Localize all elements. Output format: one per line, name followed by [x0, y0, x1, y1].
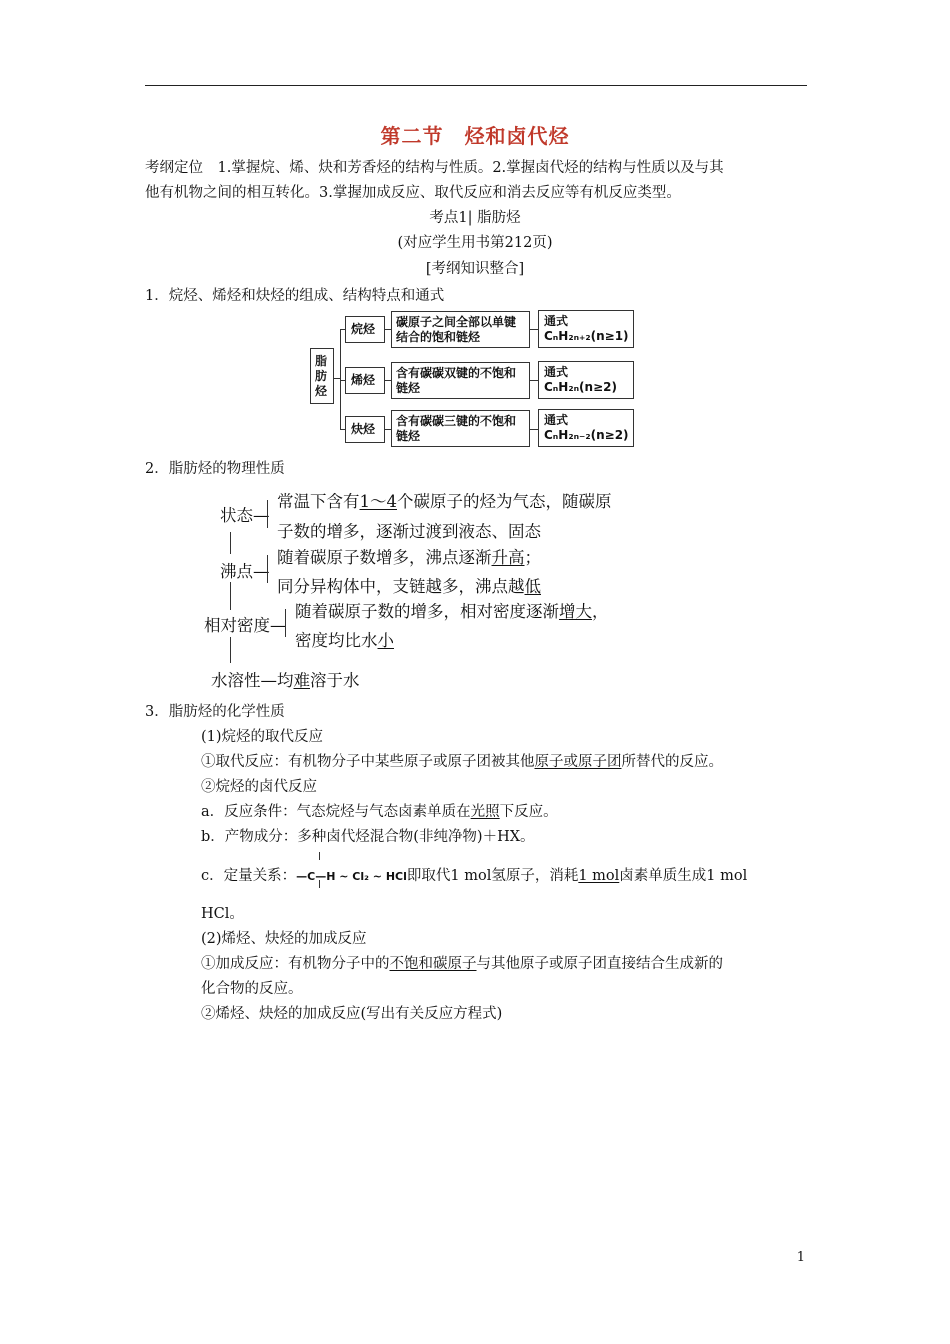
connector-root [334, 378, 340, 379]
bond-line-top [319, 852, 320, 860]
quantitative-relation: c．定量关系：—C—H ~ Cl₂ ~ HCl即取代1 mol氢原子，消耗1 mol卤素单质生成1 mol [201, 868, 748, 884]
bp-bracket [267, 555, 268, 583]
substitution-definition: ①取代反应：有机物分子中某些原子或原子团被其他原子或原子团所替代的反应。 [201, 754, 723, 770]
page-title: 第二节 烃和卤代烃 [380, 124, 570, 148]
addition-definition-line-2: 化合物的反应。 [201, 981, 303, 997]
row2-name: 烯烃 [351, 373, 376, 387]
bp-line-1: 随着碳原子数增多，沸点逐渐升高； [277, 548, 541, 567]
row1-desc-line2: 结合的饱和链烃 [396, 330, 481, 344]
row3-formula-box [538, 409, 634, 447]
section1-heading: 1．烷烃、烯烃和炔烃的组成、结构特点和通式 [145, 288, 445, 304]
row3-name: 炔烃 [351, 422, 376, 436]
quantitative-relation-cont: HCl。 [201, 906, 244, 922]
topic-heading: 考点1| 脂肪烃 [429, 210, 521, 226]
state-bracket [267, 500, 268, 528]
page-number: 1 [796, 1250, 805, 1265]
state-line-2: 子数的增多，逐渐过渡到液态、固态 [277, 522, 541, 541]
section2-heading: 2．脂肪烃的物理性质 [145, 461, 285, 477]
root-label: 脂肪烃 [315, 354, 328, 398]
tree-connector-1 [230, 532, 231, 554]
row2-link-b [530, 380, 538, 381]
row1-name: 烷烃 [351, 322, 376, 336]
row3-link-b [530, 429, 538, 430]
bond-line-bottom [319, 880, 320, 888]
row3-desc-line2: 链烃 [396, 429, 421, 443]
row1-formula-label: 通式 [544, 314, 569, 328]
top-rule [145, 85, 807, 86]
tree-connector-2 [230, 582, 231, 610]
sub2-heading: (2)烯烃、炔烃的加成反应 [201, 931, 367, 947]
density-bracket [285, 609, 286, 637]
product-composition: b．产物成分：多种卤代烃混合物(非纯净物)＋HX。 [201, 829, 535, 845]
row3-desc-box [391, 410, 530, 447]
solubility-line: 水溶性—均难溶于水 [211, 671, 360, 690]
quantitative-formula: —C—H ~ Cl₂ ~ HCl [296, 870, 407, 883]
section-tag: [考纲知识整合] [425, 261, 525, 277]
syllabus-line-1: 考纲定位 1.掌握烷、烯、炔和芳香烃的结构与性质。2.掌握卤代烃的结构与性质以及与其 [145, 160, 724, 176]
row1-name-box [345, 316, 385, 343]
sub1-heading: (1)烷烃的取代反应 [201, 729, 324, 745]
connector-vertical [340, 329, 341, 429]
boiling-point-label: 沸点— [220, 562, 270, 581]
row2-formula: CₙH₂ₙ(n≥2) [544, 380, 617, 394]
tree-connector-3 [230, 637, 231, 663]
row3-formula-label: 通式 [544, 413, 569, 427]
state-label: 状态— [220, 506, 270, 525]
row3-desc-line1: 含有碳碳三键的不饱和 [396, 414, 517, 428]
row3-name-box [345, 416, 385, 443]
row1-desc-line1: 碳原子之间全部以单键 [396, 315, 517, 329]
row3-formula: CₙH₂ₙ₋₂(n≥2) [544, 428, 629, 442]
row2-name-box [345, 367, 385, 394]
state-line-1: 常温下含有1～4个碳原子的烃为气态，随碳原 [277, 492, 612, 511]
addition-definition-line-1: ①加成反应：有机物分子中的不饱和碳原子与其他原子或原子团直接结合生成新的 [201, 956, 723, 972]
section3-heading: 3．脂肪烃的化学性质 [145, 704, 285, 720]
row2-formula-label: 通式 [544, 365, 569, 379]
halogenation-heading: ②烷烃的卤代反应 [201, 779, 317, 795]
row1-formula: CₙH₂ₙ₊₂(n≥1) [544, 329, 629, 343]
density-line-2: 密度均比水小 [295, 631, 394, 650]
syllabus-line-2: 他有机物之间的相互转化。3.掌握加成反应、取代反应和消去反应等有机反应类型。 [145, 185, 681, 201]
addition-reactions-heading: ②烯烃、炔烃的加成反应(写出有关反应方程式) [201, 1006, 503, 1022]
row2-desc-line2: 链烃 [396, 381, 421, 395]
bp-line-2: 同分异构体中，支链越多，沸点越低 [277, 577, 541, 596]
row1-desc-box [391, 311, 530, 348]
row2-desc-box [391, 362, 530, 399]
page-reference: (对应学生用书第212页) [397, 235, 553, 251]
row2-desc-line1: 含有碳碳双键的不饱和 [396, 366, 517, 380]
row1-link-b [530, 329, 538, 330]
root-box [310, 348, 334, 404]
density-label: 相对密度— [204, 616, 287, 635]
row2-formula-box [538, 361, 634, 399]
density-line-1: 随着碳原子数的增多，相对密度逐渐增大， [295, 602, 609, 621]
reaction-condition: a．反应条件：气态烷烃与气态卤素单质在光照下反应。 [201, 804, 558, 820]
row1-formula-box [538, 310, 634, 348]
